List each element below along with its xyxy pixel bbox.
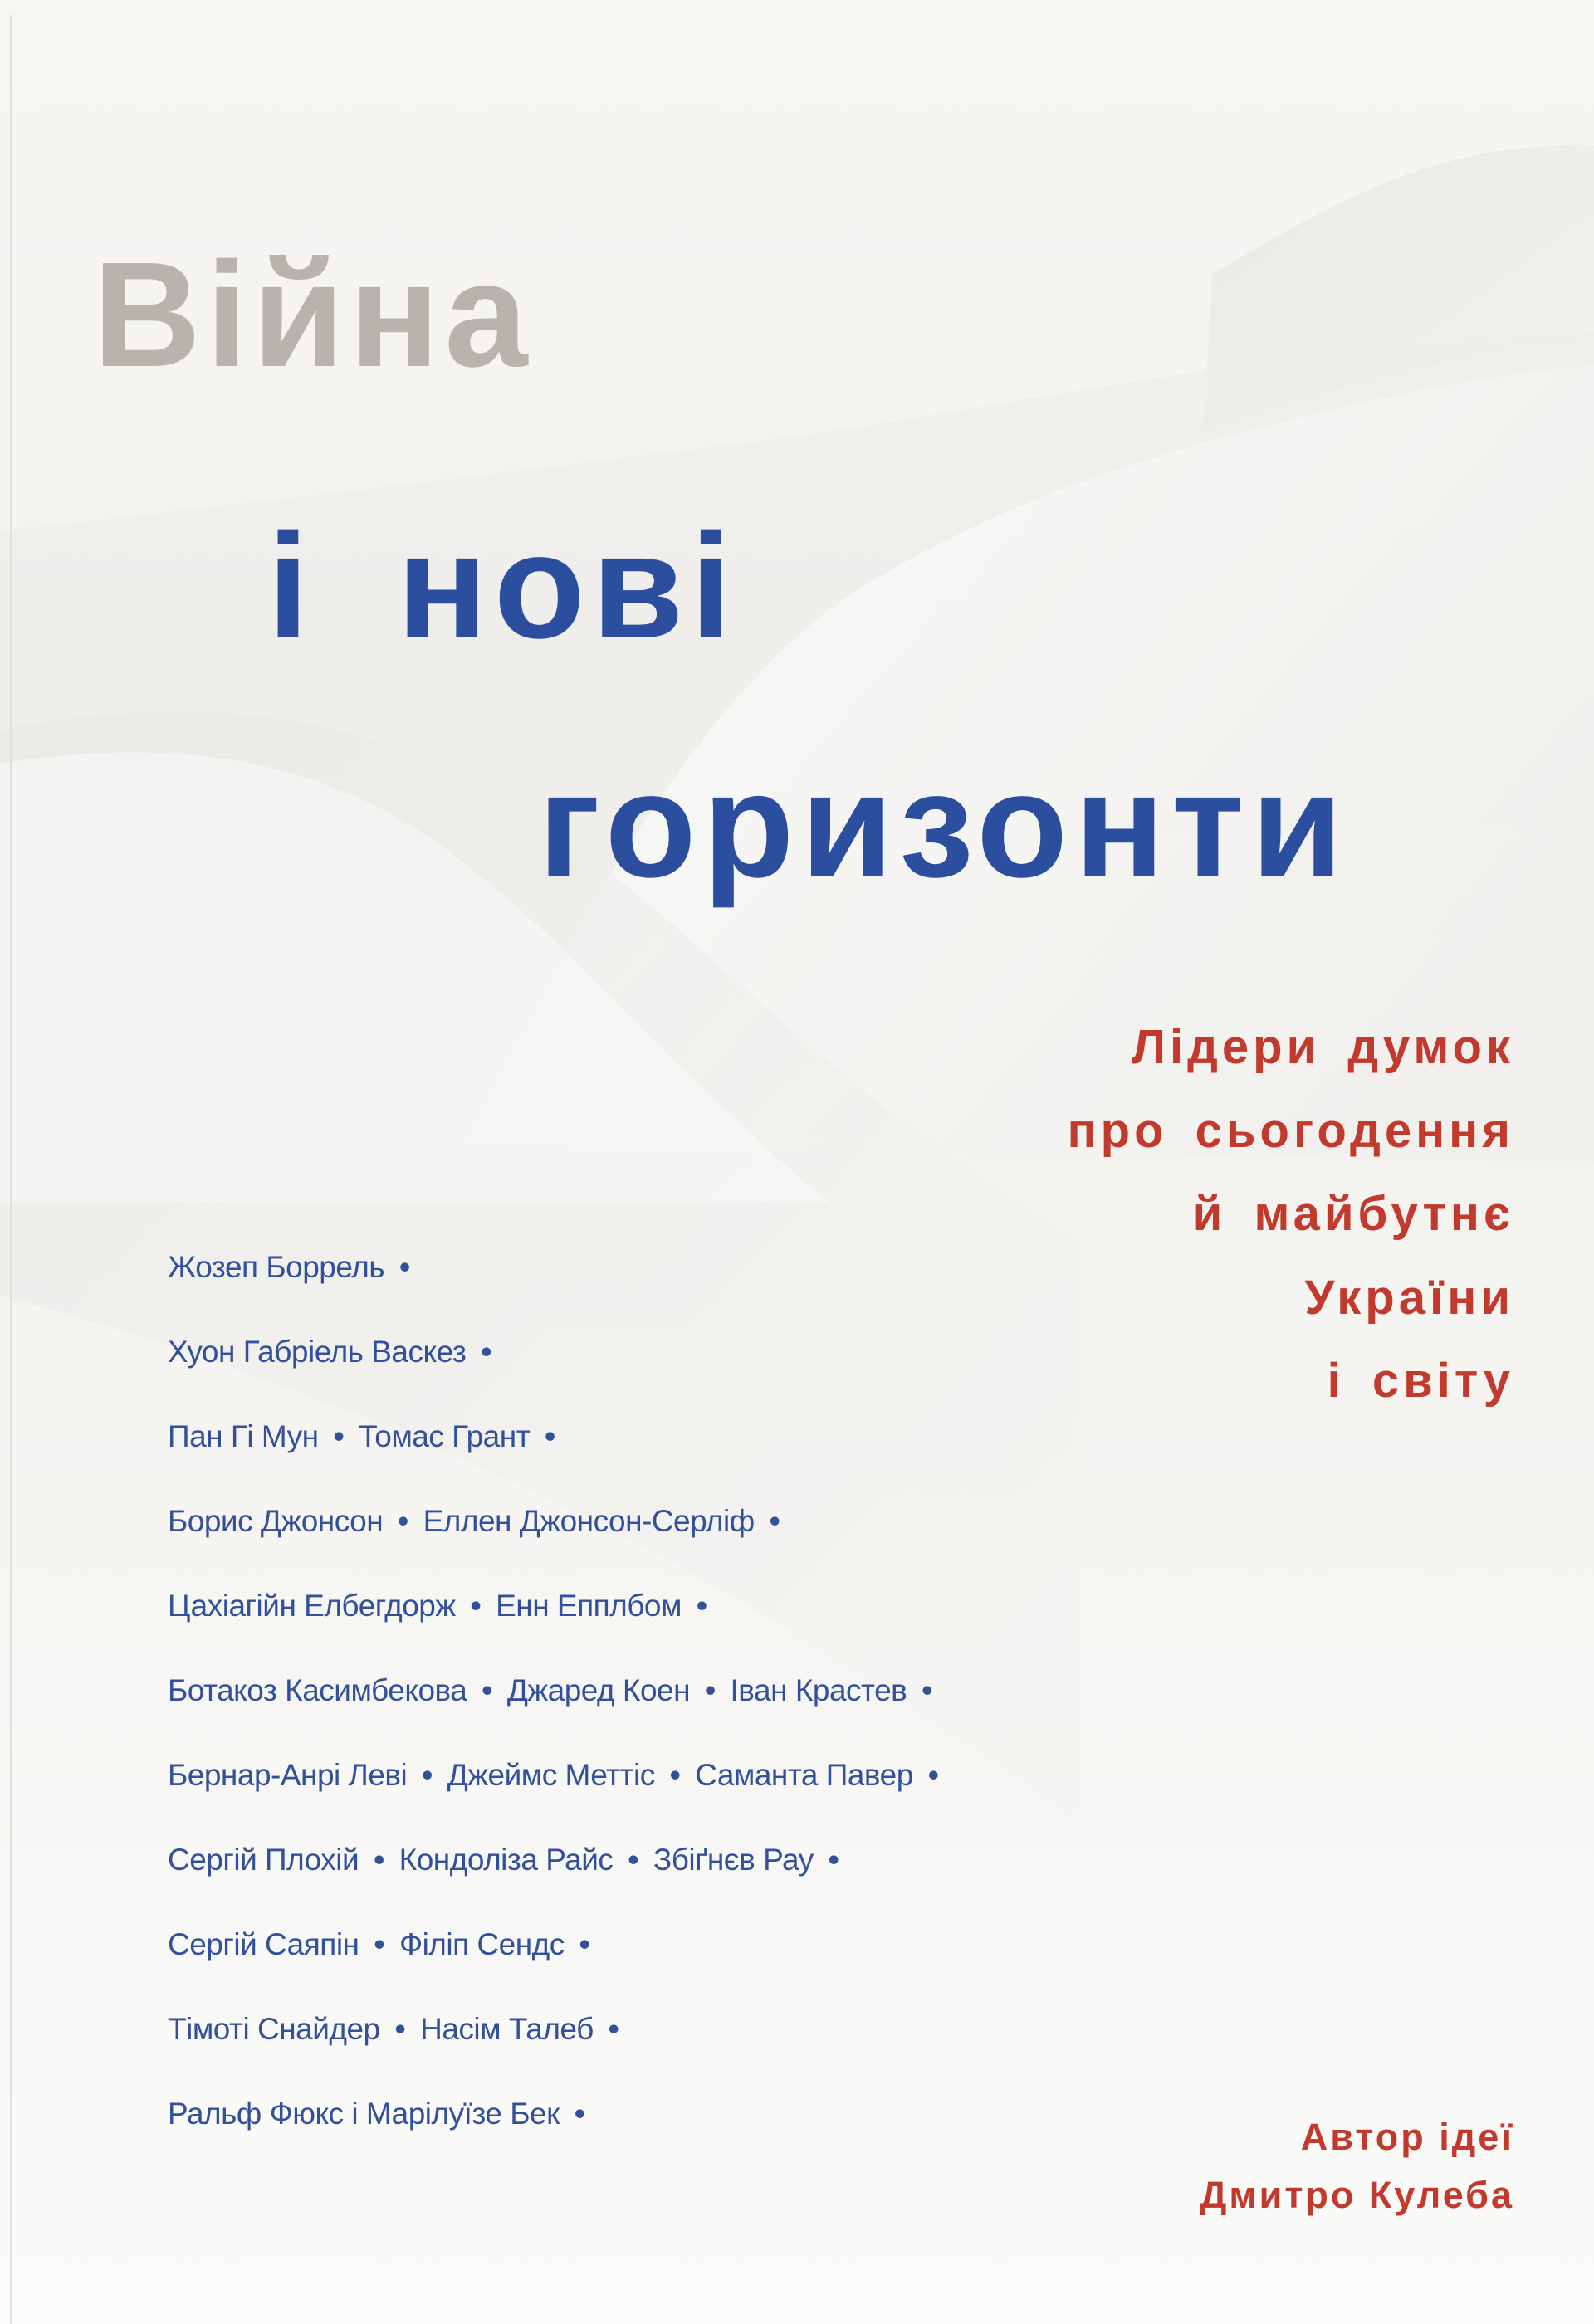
contributor-name: Томас Грант	[359, 1419, 531, 1453]
bullet-separator-icon: •	[422, 1758, 433, 1792]
bullet-separator-icon: •	[927, 1758, 939, 1792]
subtitle-line: про сьогодення	[1067, 1103, 1514, 1158]
contributor-name: Ботакоз Касимбекова	[168, 1673, 467, 1707]
contributor-name: Бернар-Анрі Леві	[168, 1758, 408, 1792]
bullet-separator-icon: •	[769, 1504, 780, 1538]
contributor-row	[168, 1648, 953, 1733]
contributor-name: Джаред Коен	[506, 1673, 691, 1707]
title-line-2: і нові	[267, 503, 739, 670]
subtitle-line: України	[1304, 1270, 1514, 1325]
contributor-name: Хуон Габріель Васкез	[168, 1335, 467, 1369]
bullet-separator-icon: •	[481, 1335, 491, 1369]
contributor-name: Насім Талеб	[420, 2012, 594, 2046]
bullet-separator-icon: •	[374, 1927, 384, 1961]
author-label: Автор ідеї	[1300, 2116, 1514, 2158]
contributor-name: Саманта Павер	[695, 1758, 913, 1792]
subtitle-line: й майбутнє	[1192, 1187, 1514, 1241]
author-block	[1200, 2108, 1514, 2224]
bullet-separator-icon: •	[669, 1758, 681, 1792]
bullet-separator-icon: •	[579, 1927, 590, 1961]
contributor-name: Тімоті Снайдер	[168, 2012, 380, 2046]
bullet-separator-icon: •	[333, 1419, 345, 1453]
contributor-row	[168, 1310, 953, 1394]
author-name: Дмитро Кулеба	[1200, 2174, 1514, 2216]
bullet-separator-icon: •	[545, 1419, 555, 1453]
contributor-row	[168, 1902, 953, 1987]
bullet-separator-icon: •	[696, 1589, 707, 1623]
contributor-row	[168, 1394, 953, 1479]
subtitle-line: і світу	[1327, 1354, 1514, 1408]
bullet-separator-icon: •	[574, 2097, 585, 2131]
contributor-row	[168, 1733, 953, 1818]
contributor-name: Кондоліза Райс	[398, 1843, 614, 1877]
bullet-separator-icon: •	[828, 1843, 839, 1877]
contributor-name: Ральф Фюкс і Марілуїзе Бек	[168, 2097, 560, 2131]
bullet-separator-icon: •	[628, 1843, 638, 1877]
contributor-row	[168, 1987, 953, 2072]
contributor-name: Джеймс Меттіс	[447, 1758, 655, 1792]
contributor-name: Сергій Саяпін	[168, 1927, 359, 1961]
contributor-name: Філіп Сендс	[398, 1927, 565, 1961]
title-line-3: горизонти	[538, 742, 1350, 909]
bullet-separator-icon: •	[705, 1673, 716, 1707]
subtitle-line: Лідери думок	[1132, 1020, 1514, 1074]
contributor-name: Пан Гі Мун	[168, 1419, 319, 1453]
bullet-separator-icon: •	[374, 1843, 384, 1877]
bullet-separator-icon: •	[482, 1673, 492, 1707]
bullet-separator-icon: •	[922, 1673, 932, 1707]
contributor-row	[168, 1564, 953, 1648]
contributor-row	[168, 1818, 953, 1902]
bullet-separator-icon: •	[608, 2012, 619, 2046]
contributor-row	[168, 1479, 953, 1564]
contributor-name: Еллен Джонсон-Серліф	[423, 1504, 755, 1538]
contributor-row	[168, 2072, 953, 2156]
bullet-separator-icon: •	[398, 1504, 408, 1538]
bullet-separator-icon: •	[399, 1250, 410, 1284]
contributors-list	[168, 1225, 953, 2156]
contributor-name: Збіґнєв Рау	[653, 1843, 814, 1877]
bullet-separator-icon: •	[470, 1589, 482, 1623]
spine-edge	[10, 15, 12, 2324]
contributor-name: Жозеп Боррель	[168, 1250, 385, 1284]
bullet-separator-icon: •	[394, 2012, 406, 2046]
contributor-name: Борис Джонсон	[168, 1504, 384, 1538]
contributor-name: Енн Епплбом	[496, 1589, 682, 1623]
title-line-1: Війна	[93, 232, 533, 398]
subtitle	[1068, 1006, 1514, 1423]
contributor-name: Сергій Плохій	[168, 1843, 359, 1877]
contributor-name: Іван Крастев	[730, 1673, 907, 1707]
contributor-row	[168, 1225, 953, 1310]
contributor-name: Цахіагійн Елбегдорж	[168, 1589, 456, 1623]
